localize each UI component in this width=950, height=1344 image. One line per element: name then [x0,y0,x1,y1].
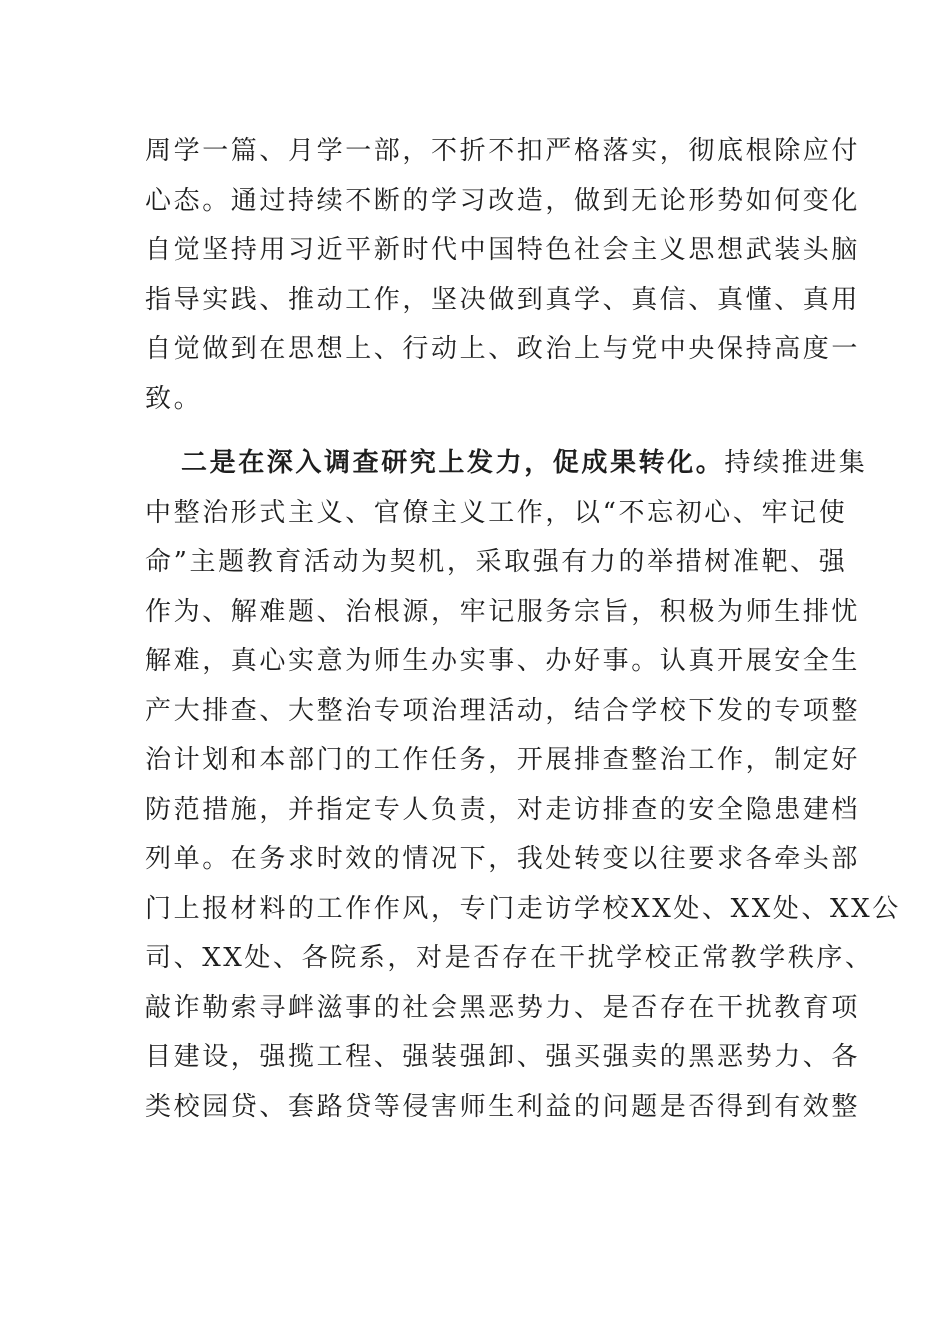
paragraph-line: 产大排查、大整治专项治理活动，结合学校下发的专项整 [145,695,861,726]
paragraph-line: 解难，真心实意为师生办实事、办好事。认真开展安全生 [145,646,861,676]
paragraph-first-line [145,439,868,489]
paragraph-1 [145,127,861,424]
paragraph-line: 自觉坚持用习近平新时代中国特色社会主义思想武装头脑 [145,235,861,265]
paragraph-first-line-rest: 持续推进集 [724,448,868,478]
paragraph-line: 周学一篇、月学一部，不折不扣严格落实，彻底根除应付 [145,136,861,166]
paragraph-line: 作为、解难题、治根源，牢记服务宗旨，积极为师生排忧 [145,596,861,627]
paragraph-2 [145,439,901,1132]
paragraph-line: 司、XX处、各院系，对是否存在干扰学校正常教学秩序、 [145,943,874,973]
paragraph-line: 中整治形式主义、官僚主义工作，以“不忘初心、牢记使 [145,497,848,528]
paragraph-line: 致。 [145,383,203,414]
paragraph-line: 门上报材料的工作作风，专门走访学校XX处、XX处、XX公 [145,893,901,924]
paragraph-line: 命”主题教育活动为契机，采取强有力的举措树准靶、强 [145,547,848,577]
paragraph-line: 列单。在务求时效的情况下，我处转变以往要求各牵头部 [145,844,861,874]
paragraph-line: 心态。通过持续不断的学习改造，做到无论形势如何变化 [145,185,861,216]
paragraph-line: 目建设，强揽工程、强装强卸、强买强卖的黑恶势力、各 [145,1042,861,1072]
paragraph-line: 类校园贷、套路贷等侵害师生利益的问题是否得到有效整 [145,1091,861,1122]
paragraph-line: 防范措施，并指定专人负责，对走访排查的安全隐患建档 [145,794,861,825]
paragraph-line: 敲诈勒索寻衅滋事的社会黑恶势力、是否存在干扰教育项 [145,992,861,1023]
paragraph-line: 自觉做到在思想上、行动上、政治上与党中央保持高度一 [145,334,861,364]
paragraph-line: 治计划和本部门的工作任务，开展排查整治工作，制定好 [145,745,861,775]
paragraph-lead-heading: 二是在深入调查研究上发力，促成果转化。 [181,448,725,478]
paragraph-line: 指导实践、推动工作，坚决做到真学、真信、真懂、真用 [145,284,861,315]
